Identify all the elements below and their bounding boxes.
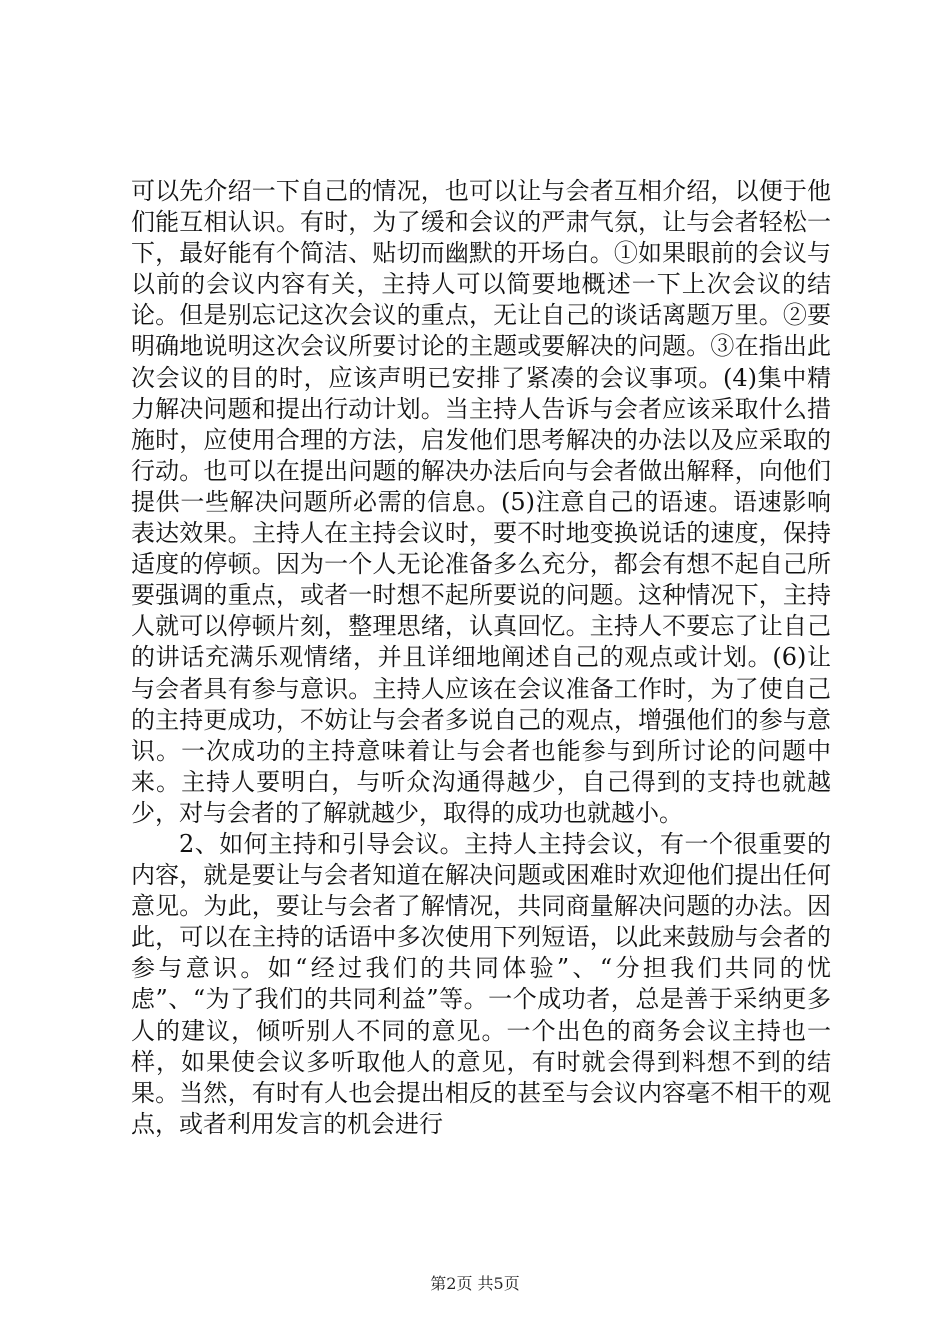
paragraph-2: 2、如何主持和引导会议。主持人主持会议，有一个很重要的内容，就是要让与会者知道在解决问题或困难时欢迎他们提出任何意见。为此，要让与会者了解情况，共同商量解决问题的办法。因此，可以在主持的话语中多次使用下列短语，以此来鼓励与会者的参与意识。如“经过我们的共同体验”、“分担我们共同的忧虑”、“为了我们的共同利益”等。一个成功者，总是善于采纳更多人的建议，倾听别人不同的意见。一个出色的商务会议主持也一样，如果使会议多听取他人的意见，有时就会得到料想不到的结果。当然，有时有人也会提出相反的甚至与会议内容毫不相干的观点，或者利用发言的机会进行	[131, 829, 831, 1138]
document-body	[131, 176, 831, 1140]
page-footer	[0, 1271, 950, 1294]
paragraph-1: 可以先介绍一下自己的情况，也可以让与会者互相介绍，以便于他们能互相认识。有时，为了缓和会议的严肃气氛，让与会者轻松一下，最好能有个简洁、贴切而幽默的开场白。①如果眼前的会议与以前的会议内容有关，主持人可以简要地概述一下上次会议的结论。但是别忘记这次会议的重点，无让自己的谈话离题万里。②要明确地说明这次会议所要讨论的主题或要解决的问题。③在指出此次会议的目的时，应该声明已安排了紧凑的会议事项。(4)集中精力解决问题和提出行动计划。当主持人告诉与会者应该采取什么措施时，应使用合理的方法，启发他们思考解决的办法以及应采取的行动。也可以在提出问题的解决办法后向与会者做出解释，向他们提供一些解决问题所必需的信息。(5)注意自己的语速。语速影响表达效果。主持人在主持会议时，要不时地变换说话的速度，保持适度的停顿。因为一个人无论准备多么充分，都会有想不起自己所要强调的重点，或者一时想不起所要说的问题。这种情况下，主持人就可以停顿片刻，整理思绪，认真回忆。主持人不要忘了让自己的讲话充满乐观情绪，并且详细地阐述自己的观点或计划。(6)让与会者具有参与意识。主持人应该在会议准备工作时，为了使自己的主持更成功，不妨让与会者多说自己的观点，增强他们的参与意识。一次成功的主持意味着让与会者也能参与到所讨论的问题中来。主持人要明白，与听众沟通得越少，自己得到的支持也就越少，对与会者的了解就越少，取得的成功也就越小。	[131, 177, 831, 827]
page-number-label: 第2页 共5页	[430, 1274, 520, 1293]
